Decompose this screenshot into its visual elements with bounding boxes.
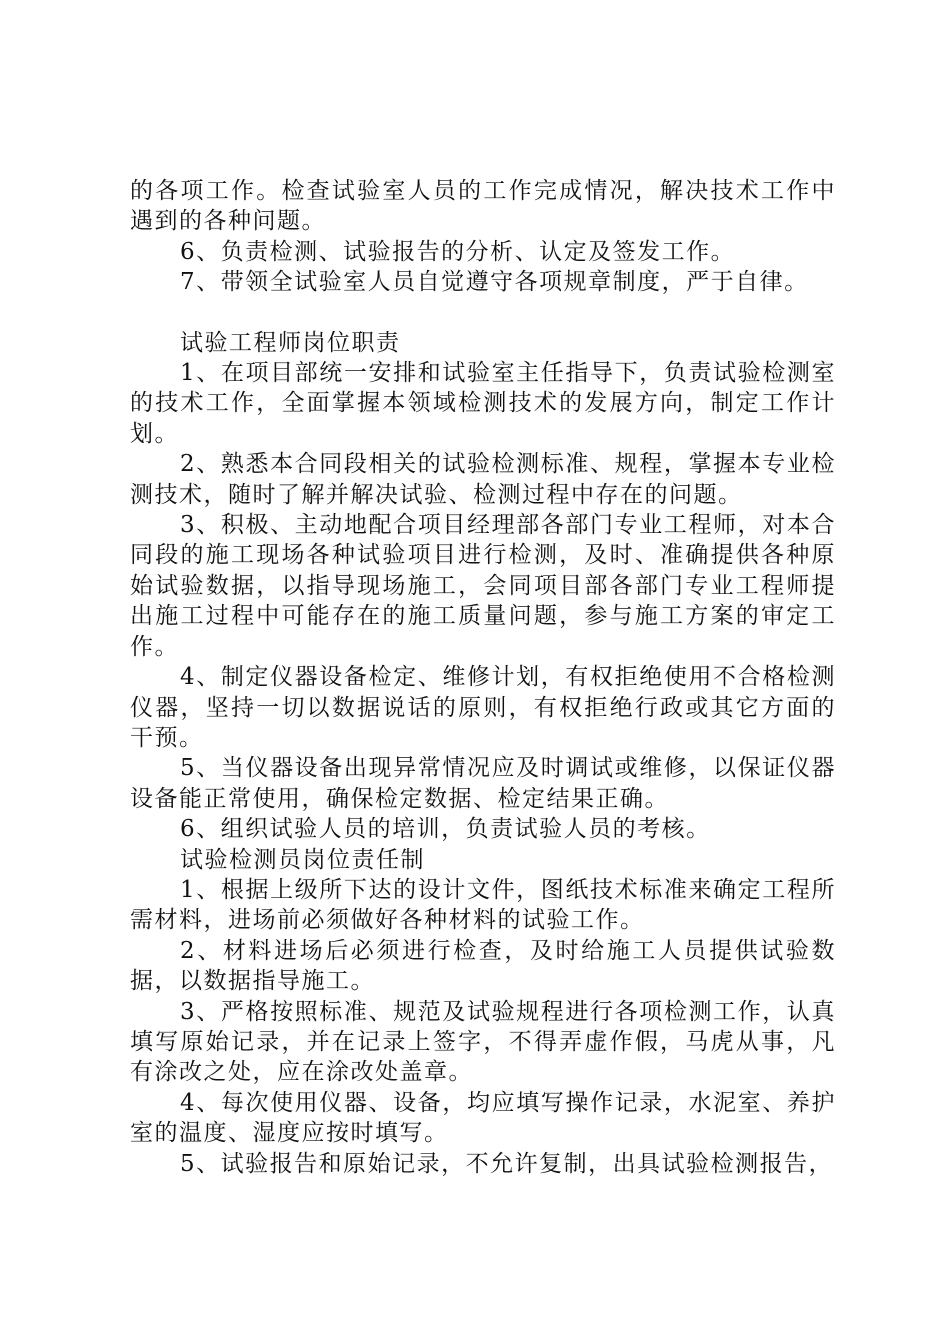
tester-duty-3: 3、严格按照标准、规范及试验规程进行各项检测工作，认真填写原始记录，并在记录上签字，不得弄虚作假，马虎从事，凡有涂改之处，应在涂改处盖章。	[130, 998, 836, 1086]
blank-line	[130, 298, 836, 328]
engineer-duty-4: 4、制定仪器设备检定、维修计划，有权拒绝使用不合格检测仪器，坚持一切以数据说话的原则，有权拒绝行政或其它方面的干预。	[130, 664, 836, 751]
engineer-duty-3: 3、积极、主动地配合项目经理部各部门专业工程师，对本合同段的施工现场各种试验项目进行检测，及时、准确提供各种原始试验数据，以指导现场施工，会同项目部各部门专业工程师提出施工过程中可能存在的施工质量问题，参与施工方案的审定工作。	[130, 512, 836, 660]
paragraph-item-6: 6、负责检测、试验报告的分析、认定及签发工作。	[180, 238, 736, 265]
engineer-duty-2: 2、熟悉本合同段相关的试验检测标准、规程，掌握本专业检测技术，随时了解并解决试验、检测过程中存在的问题。	[130, 451, 836, 508]
tester-duty-5: 5、试验报告和原始记录，不允许复制，出具试验检测报告，	[180, 1150, 834, 1177]
engineer-duty-1: 1、在项目部统一安排和试验室主任指导下，负责试验检测室的技术工作，全面掌握本领域检测技术的发展方向，制定工作计划。	[130, 360, 836, 447]
engineer-duty-5: 5、当仪器设备出现异常情况应及时调试或维修，以保证仪器设备能正常使用，确保检定数据、检定结果正确。	[130, 755, 836, 812]
tester-duty-4: 4、每次使用仪器、设备，均应填写操作记录，水泥室、养护室的温度、湿度应按时填写。	[130, 1089, 836, 1147]
tester-duty-1: 1、根据上级所下达的设计文件，图纸技术标准来确定工程所需材料，进场前必须做好各种材料的试验工作。	[130, 876, 836, 934]
document-body	[130, 176, 836, 1179]
tester-duty-2: 2、材料进场后必须进行检查，及时给施工人员提供试验数据，以数据指导施工。	[130, 937, 836, 995]
section-heading-engineer: 试验工程师岗位职责	[180, 329, 401, 356]
section-heading-tester: 试验检测员岗位责任制	[180, 846, 425, 873]
engineer-duty-6: 6、组织试验人员的培训，负责试验人员的考核。	[180, 816, 711, 843]
paragraph-item-7: 7、带领全试验室人员自觉遵守各项规章制度，严于自律。	[180, 269, 809, 296]
paragraph-continuation: 的各项工作。检查试验室人员的工作完成情况，解决技术工作中遇到的各种问题。	[130, 178, 836, 235]
